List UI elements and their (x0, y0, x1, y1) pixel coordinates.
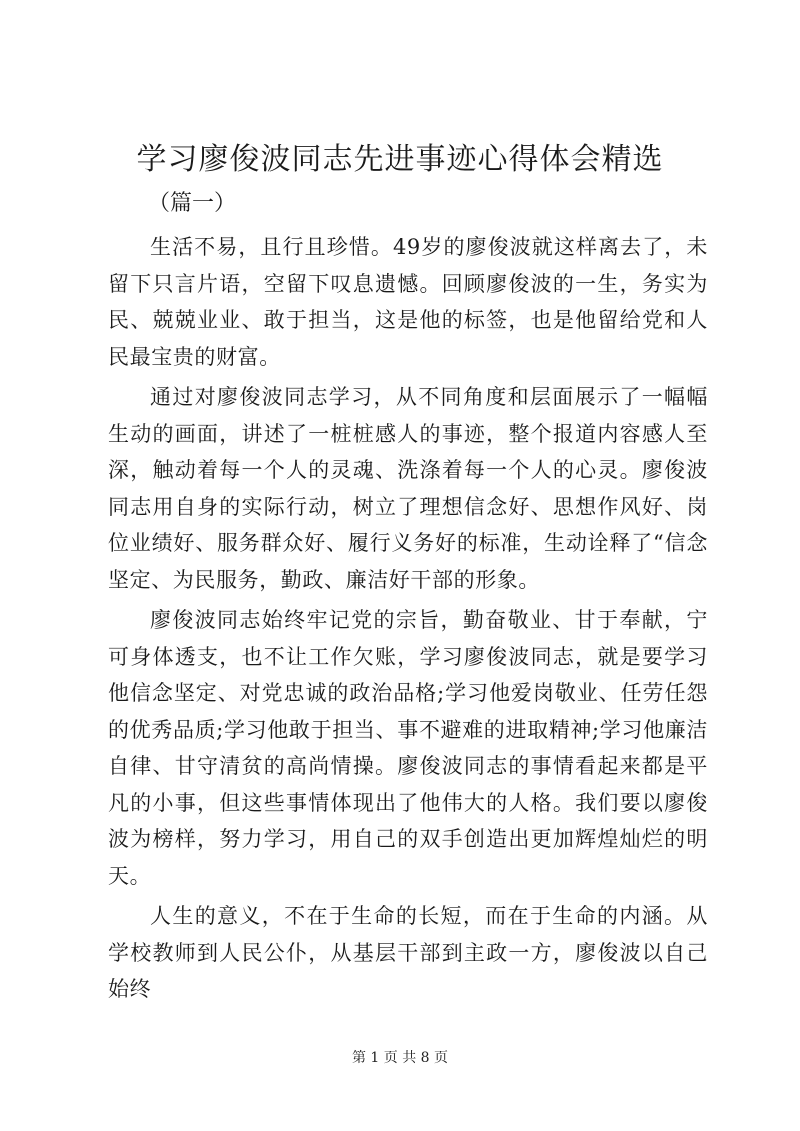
paragraph-3: 廖俊波同志始终牢记党的宗旨，勤奋敬业、甘于奉献，宁可身体透支，也不让工作欠账，学习廖俊波同志，就是要学习他信念坚定、对党忠诚的政治品格;学习他爱岗敬业、任劳任怨的优秀品质;学习他敢于担当、事不避难的进取精神;学习他廉洁自律、甘守清贫的高尚情操。廖俊波同志的事情看起来都是平凡的小事，但这些事情体现出了他伟大的人格。我们要以廖俊波为榜样，努力学习，用自己的双手创造出更加辉煌灿烂的明天。 (108, 608, 708, 888)
document-title: 学习廖俊波同志先进事迹心得体会精选 (136, 142, 664, 177)
page-footer: 第 1 页 共 8 页 (351, 1050, 449, 1066)
section-label: （篇一） (148, 191, 237, 216)
paragraph-2: 通过对廖俊波同志学习，从不同角度和层面展示了一幅幅生动的画面，讲述了一桩桩感人的事迹，整个报道内容感人至深，触动着每一个人的灵魂、洗涤着每一个人的心灵。廖俊波同志用自身的实际行动，树立了理想信念好、思想作风好、岗位业绩好、服务群众好、履行义务好的标准，生动诠释了“信念坚定、为民服务，勤政、廉洁好干部的形象。 (108, 385, 708, 592)
paragraph-1: 生活不易，且行且珍惜。49岁的廖俊波就这样离去了，未留下只言片语，空留下叹息遗憾。回顾廖俊波的一生，务实为民、兢兢业业、敢于担当，这是他的标签，也是他留给党和人民最宝贵的财富。 (108, 235, 708, 369)
paragraph-4: 人生的意义，不在于生命的长短，而在于生命的内涵。从学校教师到人民公仆，从基层干部到主政一方，廖俊波以自己始终 (108, 904, 708, 1001)
document-body (108, 229, 708, 1008)
